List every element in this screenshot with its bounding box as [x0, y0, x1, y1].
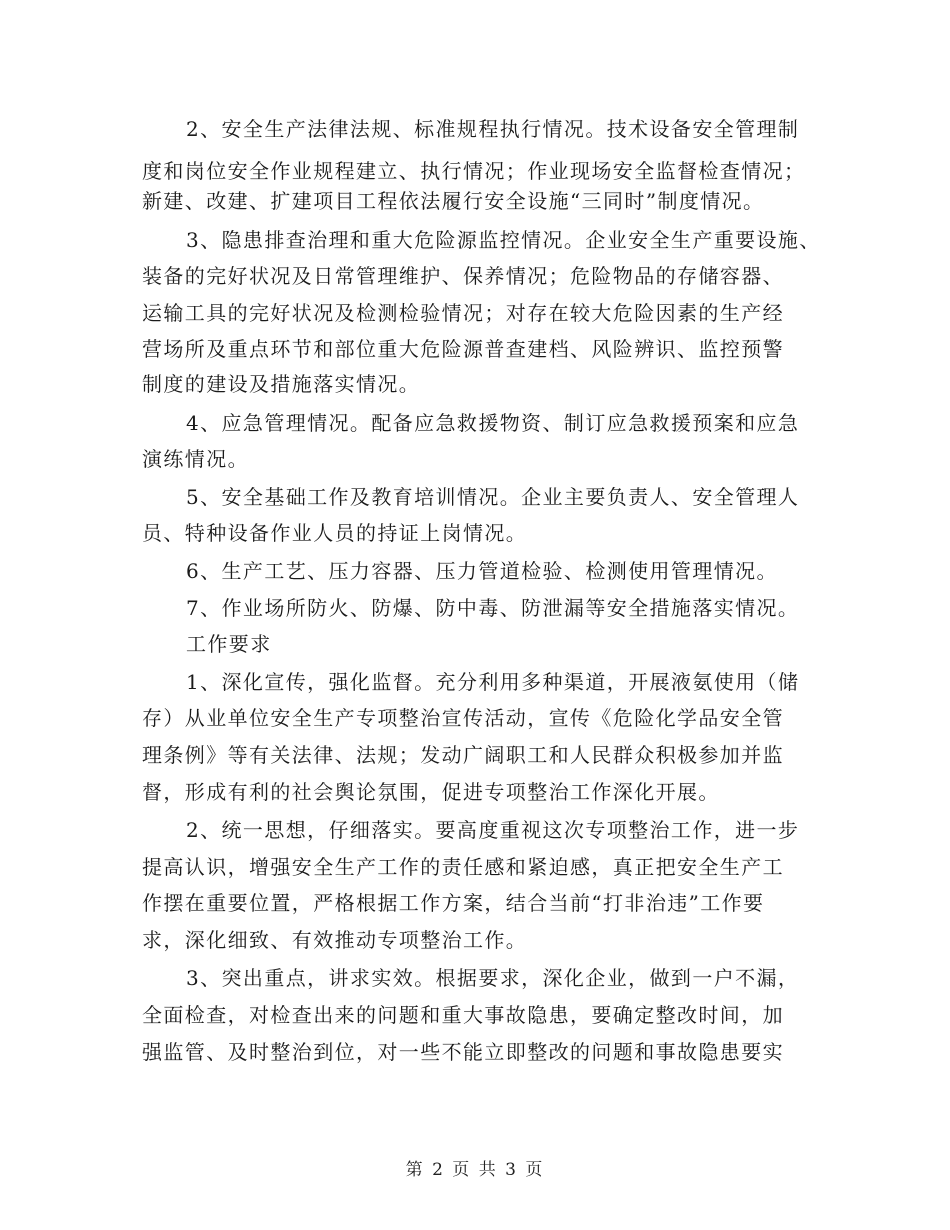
text-line: 督，形成有利的社会舆论氛围，促进专项整治工作深化开展。 — [142, 780, 720, 804]
text-line: 员、特种设备作业人员的持证上岗情况。 — [142, 521, 528, 545]
text-line: 强监管、及时整治到位，对一些不能立即整改的问题和事故隐患要实 — [142, 1040, 784, 1064]
text-line: 理条例》等有关法律、法规；发动广阔职工和人民群众积极参加并监 — [142, 743, 784, 767]
text-line: 演练情况。 — [142, 447, 249, 471]
text-line: 运输工具的完好状况及检测检验情况；对存在较大危险因素的生产经 — [142, 301, 784, 325]
text-line: 提高认识，增强安全生产工作的责任感和紧迫感，真正把安全生产工 — [142, 855, 784, 879]
text-line: 7、作业场所防火、防爆、防中毒、防泄漏等安全措施落实情况。 — [186, 596, 800, 620]
text-line: 装备的完好状况及日常管理维护、保养情况；危险物品的存储容器、 — [142, 264, 784, 288]
text-line: 3、隐患排查治理和重大危险源监控情况。企业安全生产重要设施、 — [186, 228, 821, 252]
page-number: 第 2 页 共 3 页 — [405, 1160, 545, 1180]
text-line: 制度的建设及措施落实情况。 — [142, 372, 421, 396]
text-line: 2、统一思想，仔细落实。要高度重视这次专项整治工作，进一步 — [186, 818, 800, 842]
text-line: 3、突出重点，讲求实效。根据要求，深化企业，做到一户不漏， — [186, 966, 800, 990]
text-line: 新建、改建、扩建项目工程依法履行安全设施“三同时”制度情况。 — [142, 189, 765, 213]
text-line: 求，深化细致、有效推动专项整治工作。 — [142, 928, 528, 952]
text-line: 营场所及重点环节和部位重大危险源普查建档、风险辨识、监控预警 — [142, 337, 784, 361]
text-line: 4、应急管理情况。配备应急救援物资、制订应急救援预案和应急 — [186, 411, 800, 435]
text-line: 1、深化宣传，强化监督。充分利用多种渠道，开展液氨使用（储 — [186, 670, 800, 694]
section-heading: 工作要求 — [186, 632, 272, 656]
text-line: 6、生产工艺、压力容器、压力管道检验、检测使用管理情况。 — [186, 559, 778, 583]
text-line: 度和岗位安全作业规程建立、执行情况；作业现场安全监督检查情况； — [142, 159, 806, 183]
text-line: 5、安全基础工作及教育培训情况。企业主要负责人、安全管理人 — [186, 485, 800, 509]
text-line: 作摆在重要位置，严格根据工作方案，结合当前“打非治违”工作要 — [142, 891, 765, 915]
text-line: 存）从业单位安全生产专项整治宣传活动，宣传《危险化学品安全管 — [142, 706, 784, 730]
text-line: 全面检查，对检查出来的问题和重大事故隐患，要确定整改时间，加 — [142, 1003, 784, 1027]
text-line: 2、安全生产法律法规、标准规程执行情况。技术设备安全管理制 — [186, 117, 800, 141]
